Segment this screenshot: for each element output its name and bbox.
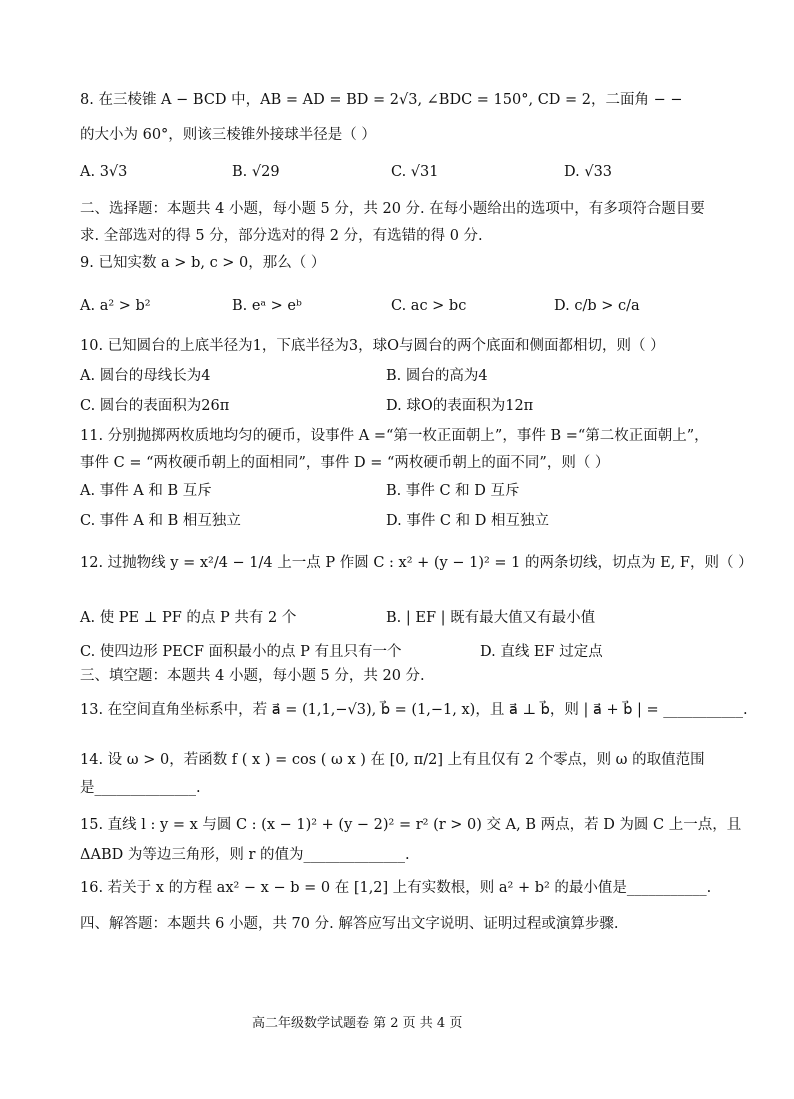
q12-option-a: A. 使 PE ⊥ PF 的点 P 共有 2 个 bbox=[80, 610, 297, 626]
section3-heading: 三、填空题：本题共 4 小题，每小题 5 分，共 20 分. bbox=[80, 668, 425, 684]
q14-line1: 14. 设 ω > 0，若函数 f ( x ) = cos ( ω x ) 在 [0, π/2] 上有且仅有 2 个零点，则 ω 的取值范围 bbox=[80, 752, 705, 768]
q8-stem-line1: 8. 在三棱锥 A − BCD 中，AB = AD = BD = 2√3, ∠BDC = 150°, CD = 2，二面角 − − bbox=[80, 92, 683, 108]
q8-option-d: D. √33 bbox=[564, 164, 613, 180]
q10-stem: 10. 已知圆台的上底半径为1，下底半径为3，球O与圆台的两个底面和侧面都相切，则（ ） bbox=[80, 338, 665, 354]
q15-line2: ΔABD 为等边三角形，则 r 的值为______________. bbox=[80, 847, 410, 863]
q11-stem-line2: 事件 C = “两枚硬币朝上的面相同”，事件 D = “两枚硬币朝上的面不同”，则（ ） bbox=[80, 455, 610, 471]
q12-option-c: C. 使四边形 PECF 面积最小的点 P 有且只有一个 bbox=[80, 644, 402, 660]
q9-option-b: B. eᵃ > eᵇ bbox=[232, 298, 302, 314]
section2-line1: 二、选择题：本题共 4 小题，每小题 5 分，共 20 分. 在每小题给出的选项中，有多项符合题目要 bbox=[80, 201, 705, 217]
q16-stem: 16. 若关于 x 的方程 ax² − x − b = 0 在 [1,2] 上有实数根，则 a² + b² 的最小值是___________. bbox=[80, 880, 712, 896]
q11-option-c: C. 事件 A 和 B 相互独立 bbox=[80, 513, 241, 529]
q8-option-c: C. √31 bbox=[391, 164, 439, 180]
q9-stem: 9. 已知实数 a > b, c > 0，那么（ ） bbox=[80, 255, 326, 271]
q12-option-b: B. | EF | 既有最大值又有最小值 bbox=[386, 610, 596, 626]
q15-line1: 15. 直线 l : y = x 与圆 C : (x − 1)² + (y − 2)² = r² (r > 0) 交 A, B 两点，若 D 为圆 C 上一点，且 bbox=[80, 817, 742, 833]
q12-option-d: D. 直线 EF 过定点 bbox=[480, 644, 603, 660]
page-footer: 高二年级数学试题卷 第 2 页 共 4 页 bbox=[252, 1016, 463, 1031]
q11-option-d: D. 事件 C 和 D 相互独立 bbox=[386, 513, 549, 529]
q10-option-b: B. 圆台的高为4 bbox=[386, 368, 488, 384]
q8-stem-line2: 的大小为 60°，则该三棱锥外接球半径是（ ） bbox=[80, 127, 376, 143]
q9-option-c: C. ac > bc bbox=[391, 298, 467, 314]
q11-option-b: B. 事件 C 和 D 互斥 bbox=[386, 483, 520, 499]
q9-option-a: A. a² > b² bbox=[80, 298, 151, 314]
q13-stem: 13. 在空间直角坐标系中，若 a⃗ = (1,1,−√3), b⃗ = (1,−1, x)，且 a⃗ ⊥ b⃗，则 | a⃗ + b⃗ | = ___________. bbox=[80, 702, 748, 718]
q10-option-d: D. 球O的表面积为12π bbox=[386, 398, 534, 414]
q12-stem: 12. 过抛物线 y = x²/4 − 1/4 上一点 P 作圆 C : x² + (y − 1)² = 1 的两条切线，切点为 E, F，则（ ） bbox=[80, 555, 753, 571]
q8-option-a: A. 3√3 bbox=[80, 164, 128, 180]
q8-option-b: B. √29 bbox=[232, 164, 280, 180]
section4-heading: 四、解答题：本题共 6 小题，共 70 分. 解答应写出文字说明、证明过程或演算步骤. bbox=[80, 916, 619, 932]
q11-stem-line1: 11. 分别抛掷两枚质地均匀的硬币，设事件 A =“第一枚正面朝上”，事件 B =“第二枚正面朝上”， bbox=[80, 428, 709, 444]
q11-option-a: A. 事件 A 和 B 互斥 bbox=[80, 483, 212, 499]
q10-option-c: C. 圆台的表面积为26π bbox=[80, 398, 230, 414]
q10-option-a: A. 圆台的母线长为4 bbox=[80, 368, 211, 384]
q14-line2: 是______________. bbox=[80, 780, 201, 796]
section2-line2: 求. 全部选对的得 5 分，部分选对的得 2 分，有选错的得 0 分. bbox=[80, 228, 483, 244]
q9-option-d: D. c/b > c/a bbox=[554, 298, 640, 314]
